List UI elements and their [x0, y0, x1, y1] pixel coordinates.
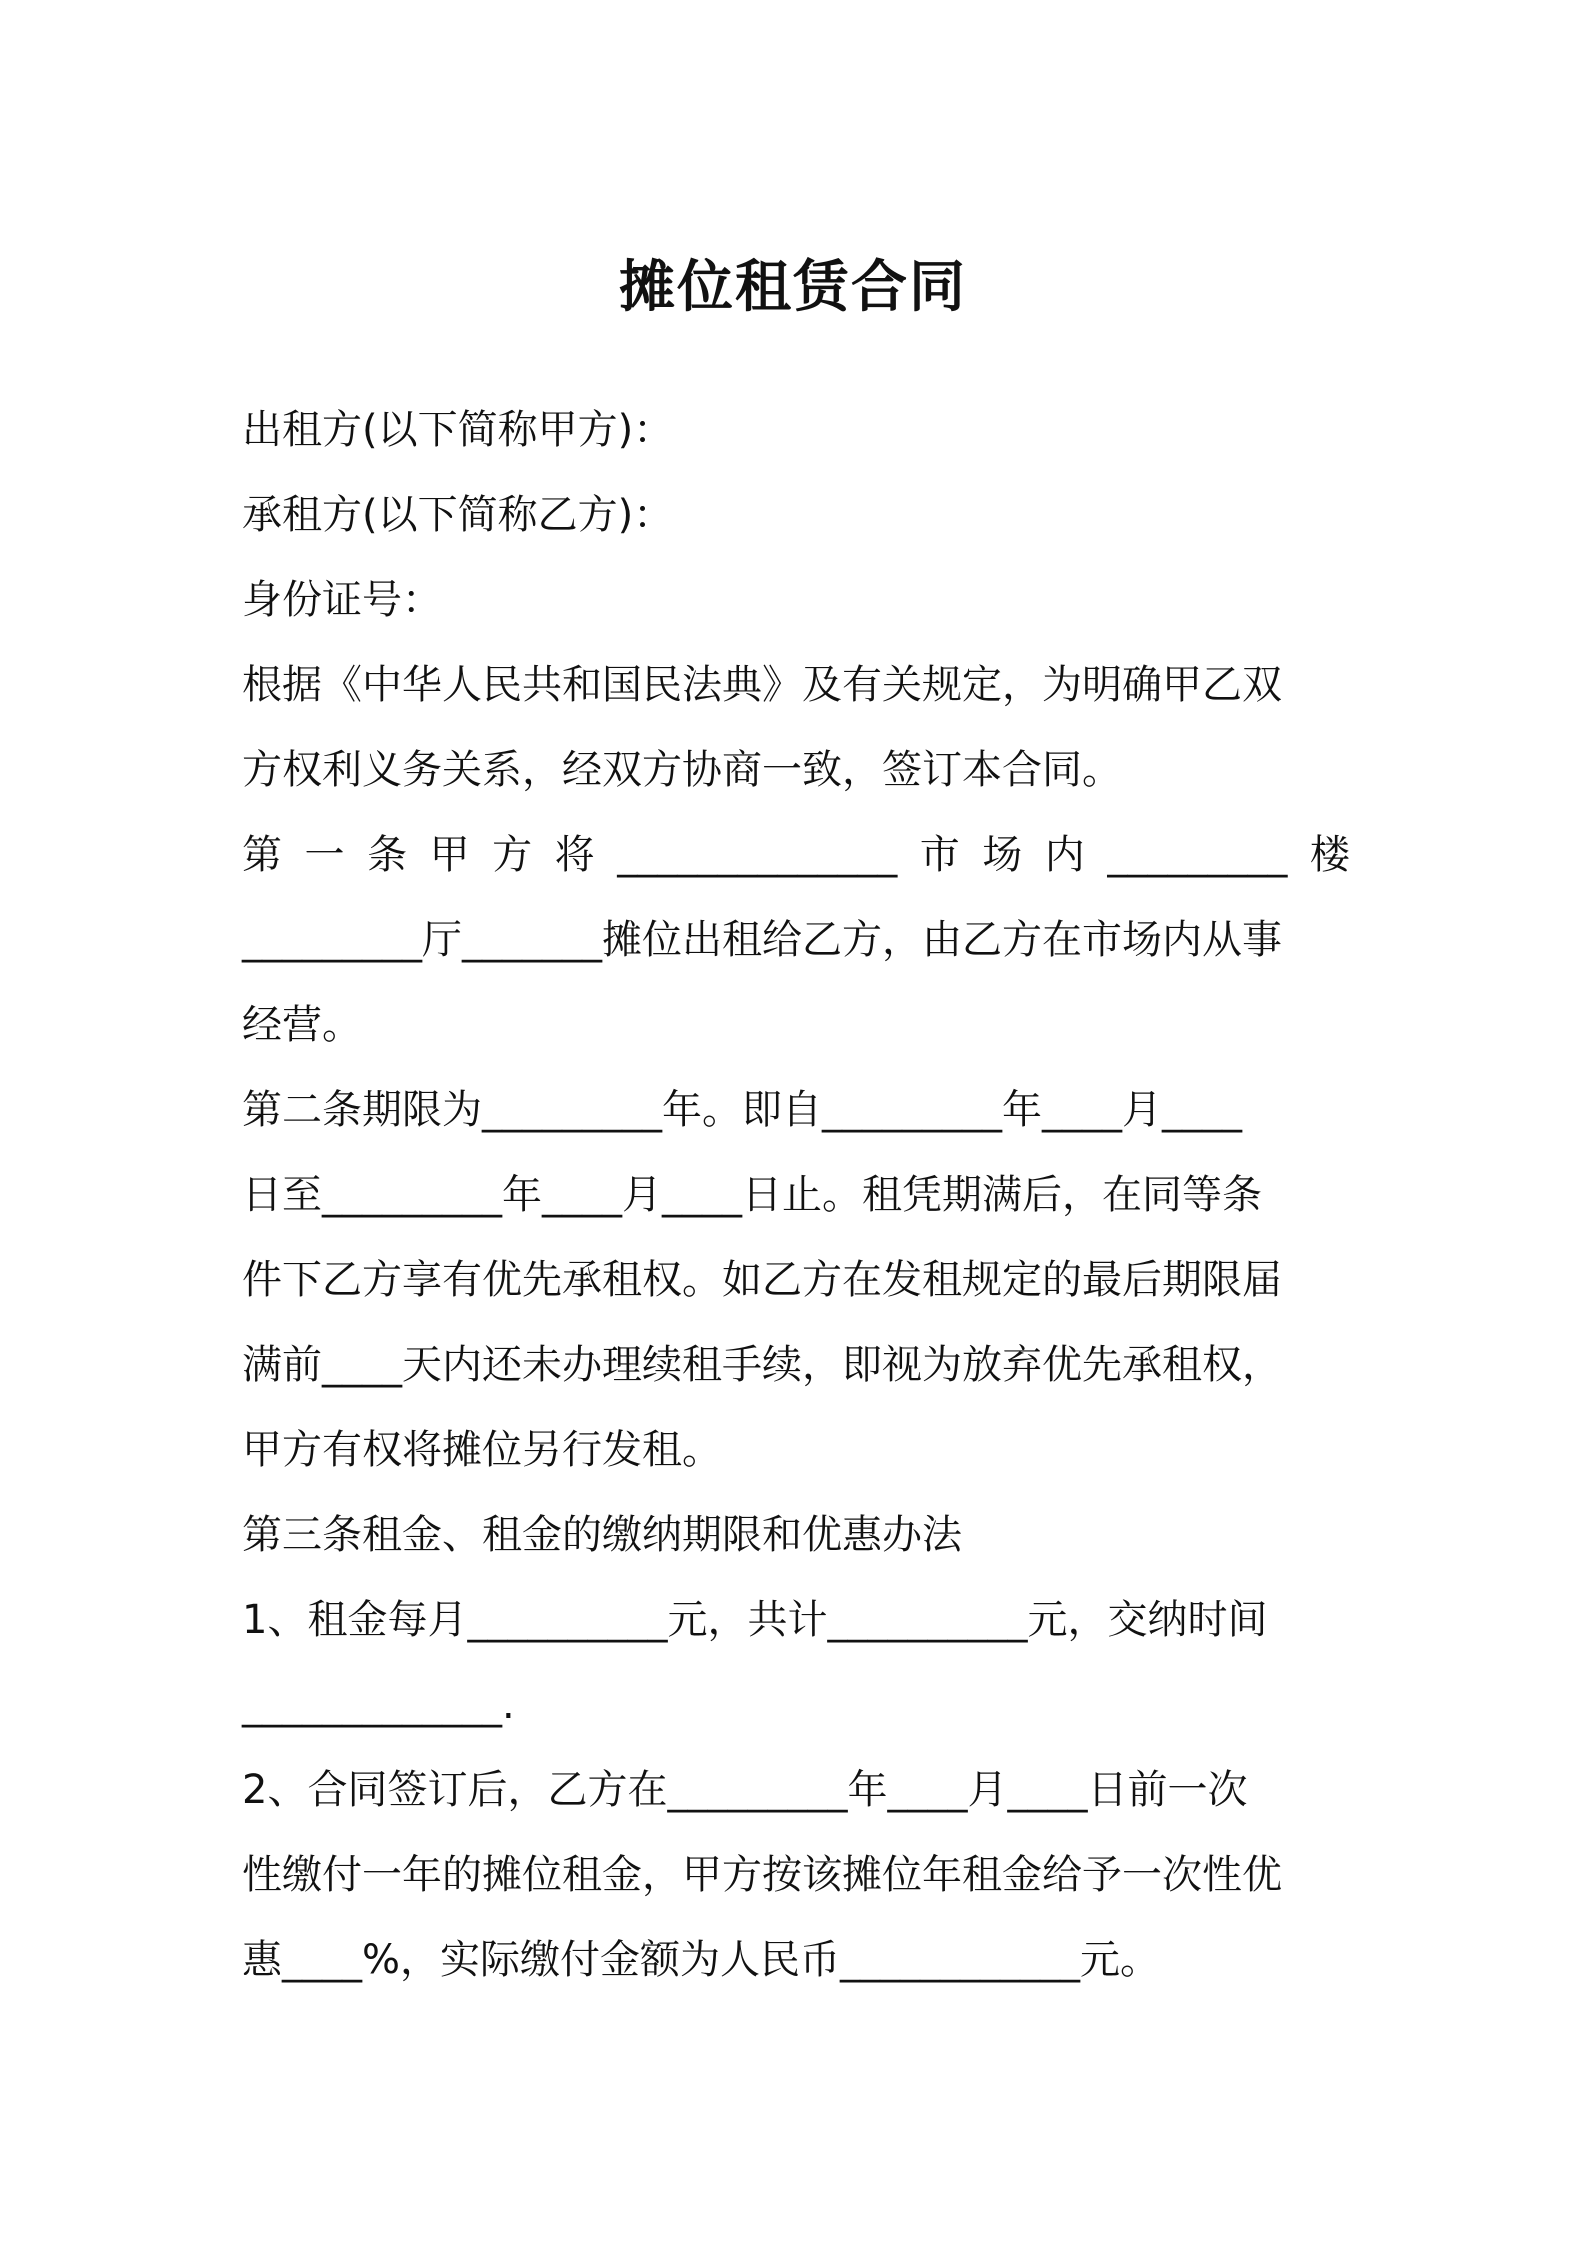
article-3-item-2-line-1: 2、合同签订后，乙方在_________年____月____日前一次: [242, 1767, 1248, 1813]
article-2-line-5: 甲方有权将摊位另行发租。: [242, 1427, 722, 1473]
article-2-line-3: 件下乙方享有优先承租权。如乙方在发租规定的最后期限届: [242, 1257, 1282, 1303]
article-2-line-1: 第二条期限为_________年。即自_________年____月____: [242, 1087, 1242, 1133]
article-3-item-2-line-3: 惠____%，实际缴付金额为人民币____________元。: [242, 1937, 1161, 1983]
preamble-line-1: 根据《中华人民共和国民法典》及有关规定，为明确甲乙双: [242, 662, 1282, 708]
article-2-line-2: 日至_________年____月____日止。租凭期满后，在同等条: [242, 1172, 1262, 1218]
preamble-line-2: 方权利义务关系，经双方协商一致，签订本合同。: [242, 747, 1122, 793]
article-1-line-1: 第 一 条 甲 方 将 ______________ 市 场 内 _________ 楼: [242, 832, 1350, 878]
article-3-item-1-line-2: _____________.: [242, 1682, 515, 1728]
document-title: 摊位租赁合同: [619, 255, 967, 320]
article-3-heading: 第三条租金、租金的缴纳期限和优惠办法: [242, 1512, 962, 1558]
article-2-line-4: 满前____天内还未办理续租手续，即视为放弃优先承租权，: [242, 1342, 1282, 1388]
article-3-item-1-line-1: 1、租金每月__________元，共计__________元，交纳时间: [242, 1597, 1268, 1643]
article-1-line-2: _________厅_______摊位出租给乙方，由乙方在市场内从事: [242, 917, 1282, 963]
lessor-line: 出租方(以下简称甲方)：: [242, 407, 674, 453]
id-number-line: 身份证号：: [242, 577, 442, 623]
article-3-item-2-line-2: 性缴付一年的摊位租金，甲方按该摊位年租金给予一次性优: [242, 1852, 1282, 1898]
article-1-line-3: 经营。: [242, 1002, 362, 1048]
lessee-line: 承租方(以下简称乙方)：: [242, 492, 674, 538]
